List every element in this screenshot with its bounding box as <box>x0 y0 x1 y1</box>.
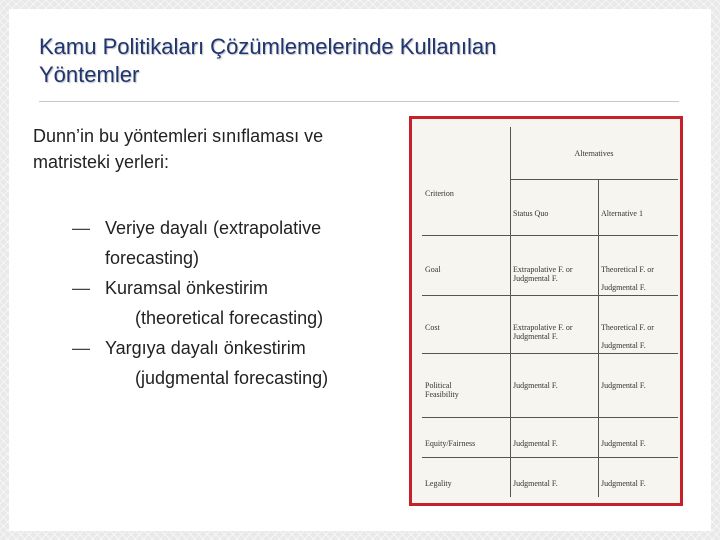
matrix-image-frame <box>409 116 683 506</box>
cell-status-quo: Judgmental F. <box>513 381 558 390</box>
grid-line <box>422 295 678 296</box>
bullet-line: Kuramsal önkestirim <box>105 278 269 298</box>
grid-line <box>422 417 678 418</box>
cell-alternative-1: Judgmental F. <box>601 381 646 390</box>
grid-line <box>422 457 678 458</box>
criterion-cost: Cost <box>425 323 440 332</box>
bullet-item <box>72 333 402 393</box>
cell-status-quo: Extrapolative F. or Judgmental F. <box>513 265 573 283</box>
criterion-legality: Legality <box>425 479 452 488</box>
criterion-goal: Goal <box>425 265 441 274</box>
cell-status-quo: Judgmental F. <box>513 479 558 488</box>
bullet-line: forecasting) <box>105 248 200 268</box>
cell-status-quo: Judgmental F. <box>513 439 558 448</box>
cell-alternative-1: Judgmental F. <box>601 283 646 292</box>
grid-line <box>422 353 678 354</box>
cell-status-quo: Extrapolative F. or Judgmental F. <box>513 323 573 341</box>
criteria-matrix <box>422 127 678 497</box>
criterion-political-feasibility: Political Feasibility <box>425 381 459 399</box>
bullet-line: (judgmental forecasting) <box>135 368 329 388</box>
header-criterion: Criterion <box>425 189 454 198</box>
title-line-2: Yöntemler <box>39 62 140 87</box>
dash-bullet: — <box>72 218 90 238</box>
bullet-item <box>72 273 402 333</box>
title-line-1: Kamu Politikaları Çözümlemelerinde Kullanılan <box>39 34 497 59</box>
cell-alternative-1: Theoretical F. or <box>601 265 654 274</box>
bullet-item <box>72 213 402 273</box>
header-alternative-1: Alternative 1 <box>601 209 643 218</box>
cell-alternative-1: Judgmental F. <box>601 439 646 448</box>
bullet-list <box>72 213 402 393</box>
bullet-line: Veriye dayalı (extrapolative <box>105 218 322 238</box>
dash-bullet: — <box>72 278 90 298</box>
cell-alternative-1: Judgmental F. <box>601 341 646 350</box>
criterion-equity-fairness: Equity/Fairness <box>425 439 476 448</box>
intro-text: Dunn’in bu yöntemleri sınıflaması ve matristeki yerleri: <box>33 126 324 172</box>
bullet-line: (theoretical forecasting) <box>135 308 324 328</box>
cell-alternative-1: Judgmental F. <box>601 479 646 488</box>
slide-title <box>39 33 659 89</box>
title-divider <box>39 101 679 102</box>
header-alternatives: Alternatives <box>574 149 614 158</box>
header-status-quo: Status Quo <box>513 209 549 218</box>
dash-bullet: — <box>72 338 90 358</box>
grid-line <box>422 235 678 236</box>
bullet-line: Yargıya dayalı önkestirim <box>105 338 306 358</box>
cell-alternative-1: Theoretical F. or <box>601 323 654 332</box>
grid-line <box>510 179 678 180</box>
